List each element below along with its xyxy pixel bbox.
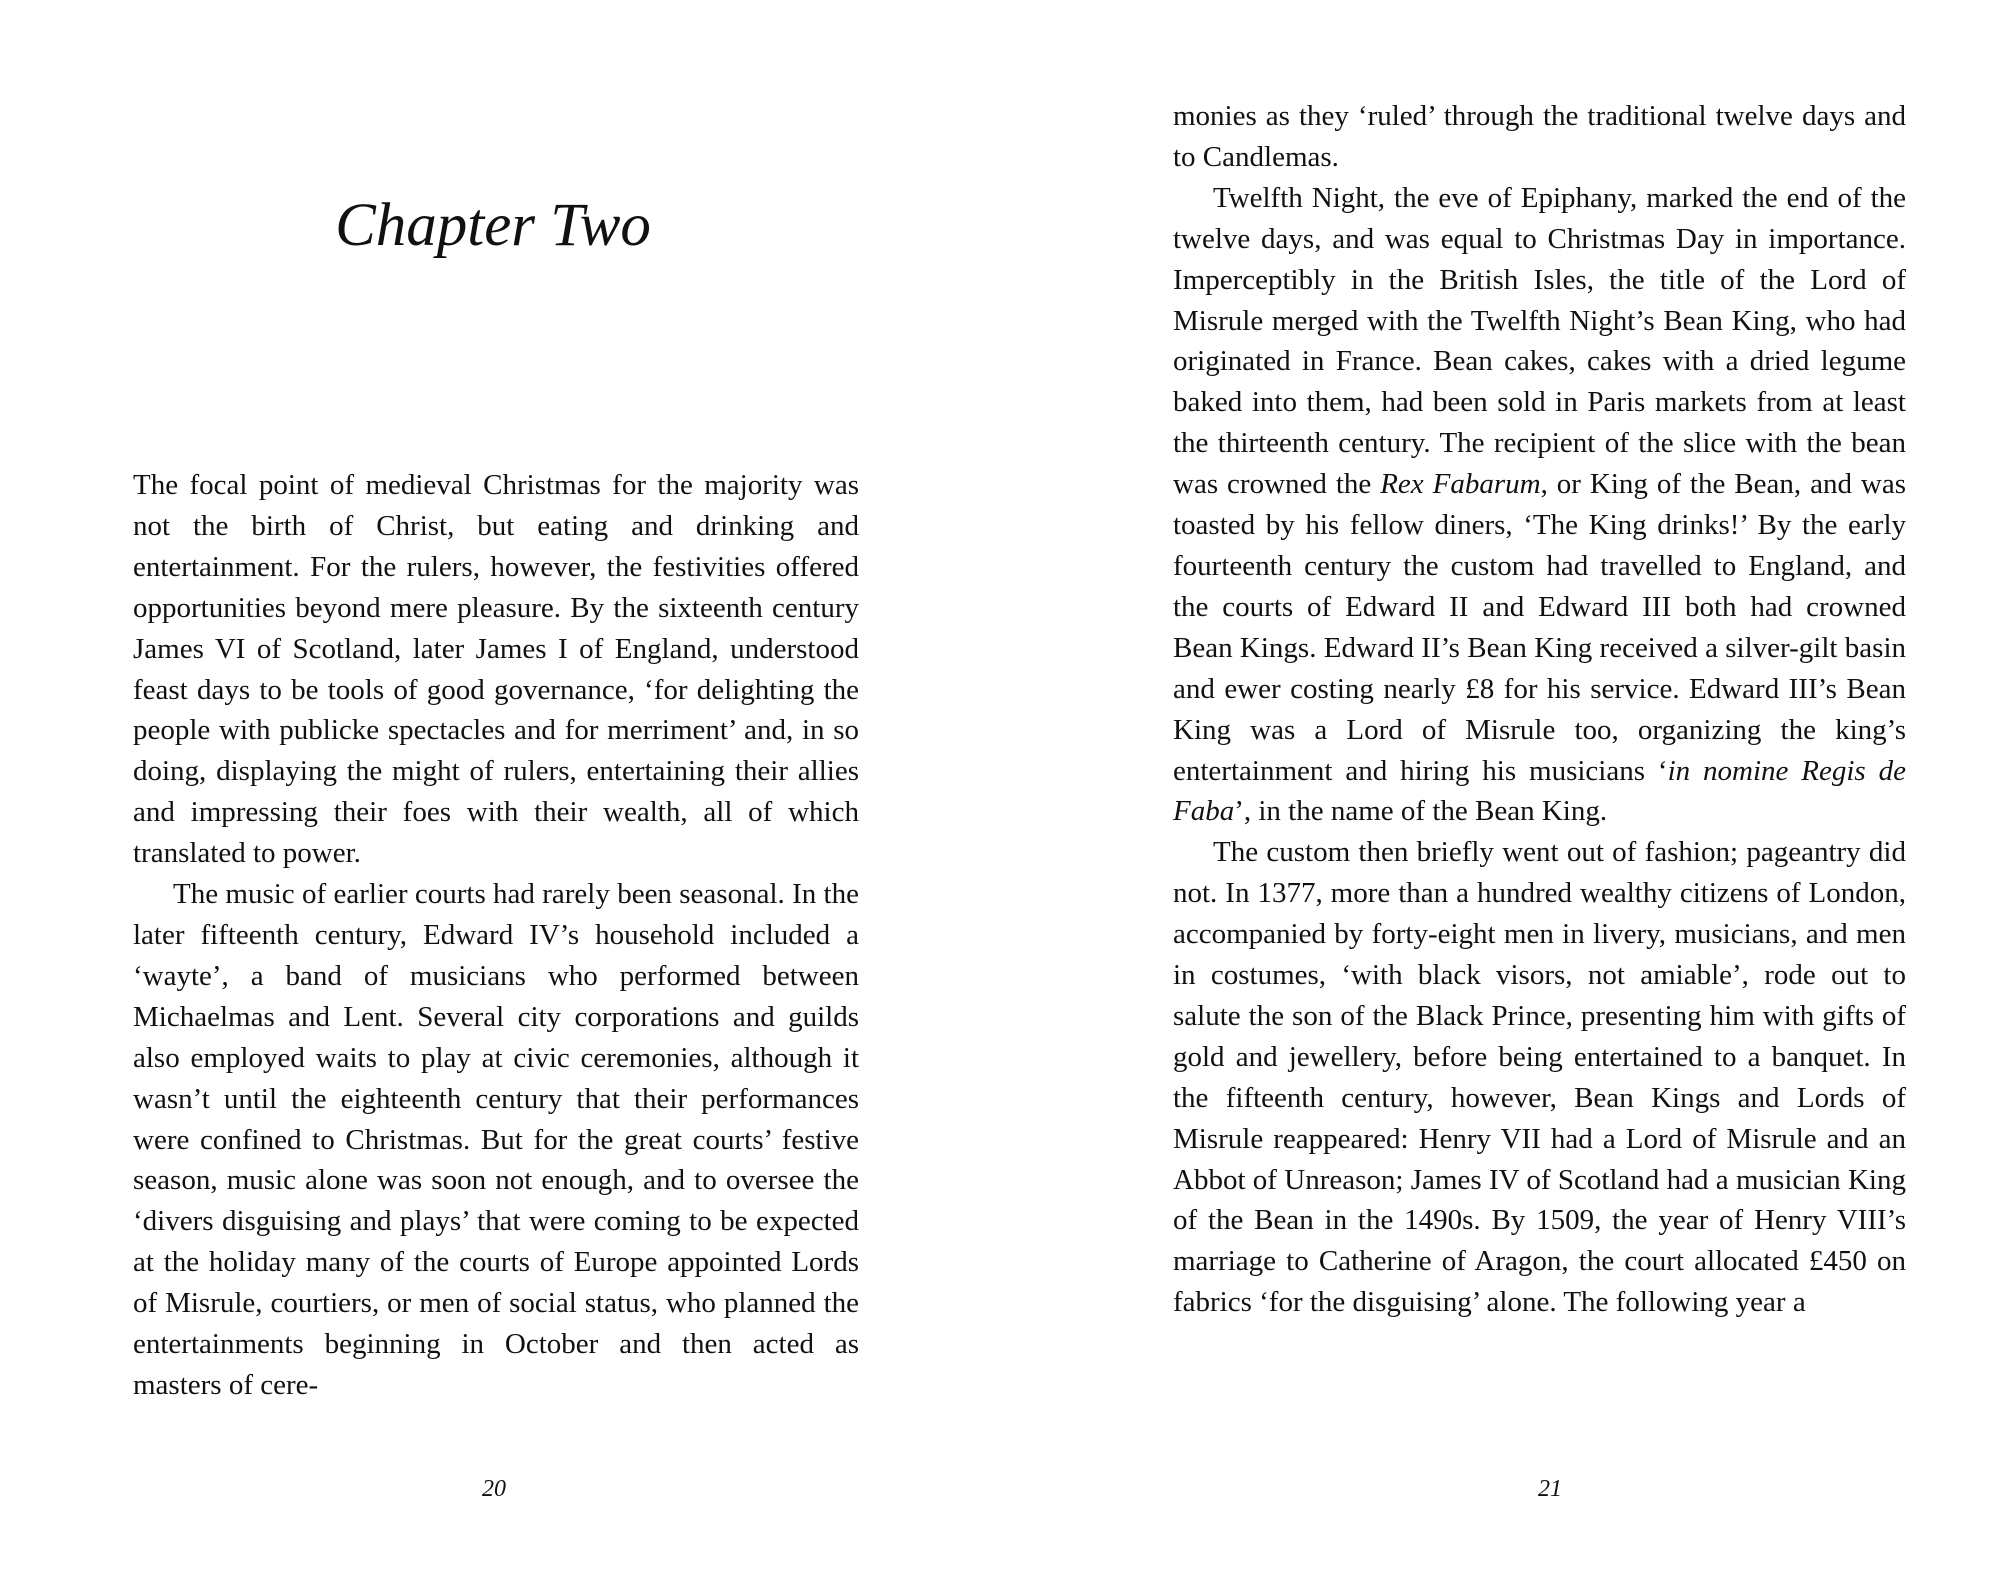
- paragraph: monies as they ‘ruled’ through the traditional twelve days and to Candlemas.: [1173, 100, 1906, 173]
- left-page-body: [133, 465, 859, 1406]
- text-run: , or King of the Bean, and was toasted by his fellow diners, ‘The King drinks!’ By the early fourteenth century the custom had travelled to England, and the courts of Edward II and Edward III both had crowned Bean Kings. Edward II’s Bean King received a silver-gilt basin and ewer costing nearly £8 for his service. Edward III’s Bean King was a Lord of Misrule too, organizing the king’s entertainment and hiring his musicians ‘: [1173, 468, 1907, 787]
- page-number: 21: [1538, 1476, 1562, 1502]
- right-page-body: [1173, 96, 1906, 1323]
- right-page: [1008, 0, 2016, 1582]
- paragraph: [1173, 178, 1906, 833]
- italic-term: in nomine Regis de Faba: [1173, 754, 1906, 828]
- paragraph: The focal point of medieval Christmas for the majority was not the birth of Christ, but eating and drinking and entertainment. For the rulers, however, the festivities offered opportunities beyond mere pleasure. By the sixteenth century James VI of Scotland, later James I of England, understood feast days to be tools of good governance, ‘for delighting the people with publicke spectacles and for merriment’ and, in so doing, displaying the might of rulers, entertaining their allies and impressing their foes with their wealth, all of which translated to power.: [133, 469, 859, 870]
- text-run: Twelfth Night, the eve of Epiphany, marked the end of the twelve days, and was equal to Christmas Day in importance. Imperceptibly in the British Isles, the title of the Lord of Misrule merged with the Twelfth Night’s Bean King, who had originated in France. Bean cakes, cakes with a dried legume baked into them, had been sold in Paris markets from at least the thirteenth century. The recipient of the slice with the bean was crowned the: [1173, 181, 1906, 501]
- paragraph: The music of earlier courts had rarely been seasonal. In the later fifteenth century, Edward IV’s household included a ‘wayte’, a band of musicians who performed between Michaelmas and Lent. Several city corporations and guilds also employed waits to play at civic ceremonies, although it wasn’t until the eighteenth century that their performances were confined to Christmas. But for the great courts’ festive season, music alone was soon not enough, and to oversee the ‘divers disguising and plays’ that were coming to be expected at the holiday many of the courts of Europe appointed Lords of Misrule, courtiers, or men of social status, who planned the entertainments beginning in October and then acted as masters of cere-: [133, 878, 859, 1401]
- paragraph: The custom then briefly went out of fashion; pageantry did not. In 1377, more than a hundred wealthy citizens of London, accompanied by forty-eight men in livery, musicians, and men in costumes, ‘with black visors, not amiable’, rode out to salute the son of the Black Prince, presenting him with gifts of gold and jewellery, before being entertained to a banquet. In the fifteenth century, however, Bean Kings and Lords of Misrule reappeared: Henry VII had a Lord of Misrule and an Abbot of Unreason; James IV of Scotland had a musician King of the Bean in the 1490s. By 1509, the year of Henry VIII’s marriage to Catherine of Aragon, the court allocated £450 on fabrics ‘for the disguising’ alone. The following year a: [1173, 836, 1906, 1319]
- chapter-title: Chapter Two: [335, 192, 651, 259]
- italic-term: Rex Fabarum: [1380, 468, 1541, 501]
- text-run: ’, in the name of the Bean King.: [1234, 795, 1608, 828]
- page-number: 20: [482, 1476, 506, 1502]
